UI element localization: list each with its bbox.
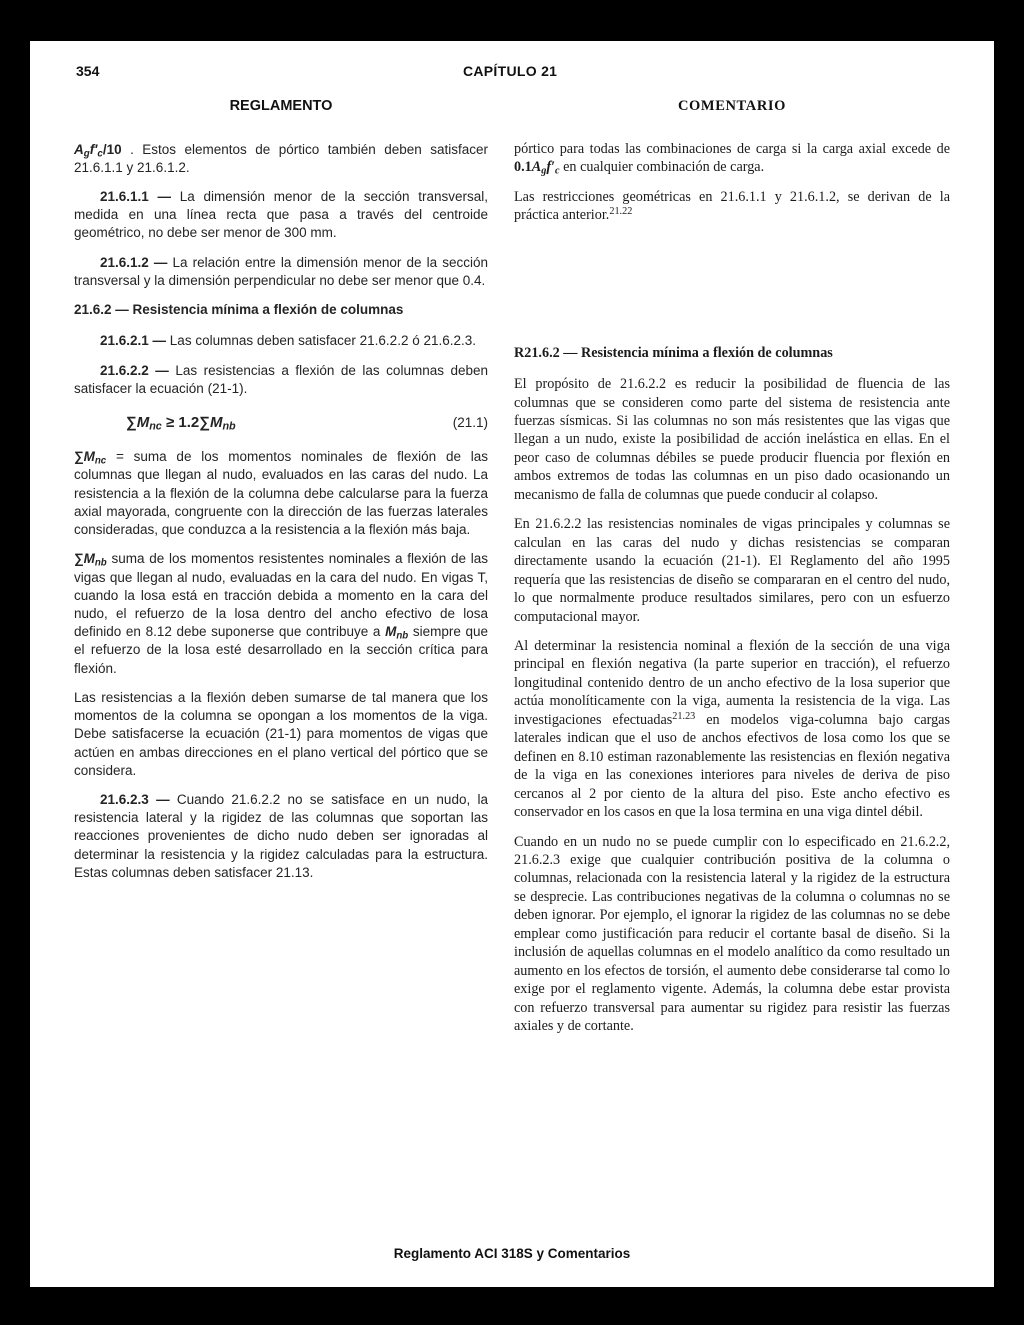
text-run: /10	[102, 141, 122, 157]
text-run: nb	[222, 420, 236, 433]
text-run: en modelos viga-columna bajo cargas laterales indican que el uso de anchos efectivos de losa como los que se definen en 8.10 estiman razonablemente las resistencias en flexión negativa de la viga en las conexiones interiores para niveles de deriva de piso cercanos al 2 por ciento de la altura del piso. Este ancho efectivo es conservador en los casos en que la losa termina en una viga dintel débil.	[514, 711, 950, 821]
paragraph	[514, 188, 950, 225]
text-run: Cuando 21.6.2.2 no se satisface en un nudo, la resistencia lateral y la rigidez de las columnas que soportan las reacciones provenientes de dicho nudo deben ser ignoradas al determinar la resistencia y la rigidez calculadas para la estructura. Estas columnas deben satisfacer 21.13.	[74, 791, 488, 880]
chapter-title: CAPÍTULO 21	[462, 63, 558, 79]
text-run: El propósito de 21.6.2.2 es reducir la posibilidad de fluencia de las columnas que se consideren como parte del sistema de resistencia ante fuerzas sísmicas. Si las columnas no son más resistentes que las vigas que llegan a un nudo, existe la posibilidad de acción inelástica en ellas. En el peor caso de columnas débiles se puede producir fluencia por flexión en ambos extremos de todas las columnas en un piso dado ocasionando un mecanismo de falla de columnas que puede conducir al colapso.	[514, 376, 950, 503]
text-run: nb	[396, 630, 409, 642]
paragraph	[74, 689, 488, 780]
text-run: . Estos elementos de pórtico también deben satisfacer 21.6.1.1 y 21.6.1.2.	[74, 141, 488, 175]
text-run: Cuando en un nudo no se puede cumplir con lo especificado en 21.6.2.2, 21.6.2.3 exige que cualquier contribución positiva de la columna o columnas, relacionada con la resistencia lateral y la rigidez de la estructura se desprecie. Las contribuciones negativas de la columna o columnas no se deben ignorar. Por ejemplo, el ignorar la rigidez de las columnas no se debe emplear como justificación para reducir el cortante basal de diseño. Si la inclusión de aquellas columnas en el modelo analítico da como resultado un aumento en los efectos de torsión, el aumento debe considerarse tal como lo exige por el reglamento vigente. Además, la columna debe estar provista con refuerzo transversal para aumentar su rigidez para resistir las fuerzas axiales y de cortante.	[514, 833, 950, 1035]
text-run: pórtico para todas las combinaciones de carga si la carga axial excede de	[514, 140, 950, 157]
paragraph	[514, 140, 950, 177]
text-run: R21.6.2 — Resistencia mínima a flexión de columnas	[514, 344, 833, 361]
page-footer: Reglamento ACI 318S y Comentarios	[393, 1246, 631, 1261]
text-run: A	[74, 141, 84, 157]
text-run: 21.6.1.2 —	[100, 254, 173, 270]
text-run: Las restricciones geométricas en 21.6.1.1 y 21.6.1.2, se derivan de la práctica anterior.	[514, 188, 950, 224]
text-run: suma de los momentos resistentes nominales a flexión de las vigas que llegan al nudo, evaluadas en la cara del nudo. En vigas T, cuando la losa está en tracción debida a momento en la cara del nudo, el refuerzo de la losa dentro del ancho efectivo de losa definido en 8.12 debe suponerse que contribuye a	[74, 551, 488, 640]
paragraph	[514, 637, 950, 822]
text-run: 21.6.2.1 —	[100, 333, 170, 349]
text-run: 21.6.1.1 —	[100, 189, 180, 204]
paragraph	[74, 791, 488, 882]
text-run: La relación entre la dimensión menor de la sección transversal y la dimensión perpendicular no debe ser menor que 0.4.	[74, 254, 488, 288]
text-run: 21.22	[609, 206, 633, 218]
page-header	[74, 63, 950, 83]
text-run: f′	[89, 141, 98, 157]
text-run: 21.6.2.2 —	[100, 362, 176, 378]
text-run: siempre que el refuerzo de la losa esté desarrollado en la sección crítica para flexión.	[74, 624, 488, 676]
text-run: g	[83, 147, 90, 159]
text-run: ∑	[126, 413, 137, 431]
section-heading	[514, 344, 950, 362]
comentario-column	[514, 97, 950, 1047]
text-run: M	[83, 449, 95, 465]
text-run: Las columnas deben satisfacer 21.6.2.2 ó 21.6.2.3.	[169, 333, 476, 349]
text-run: 0.1	[514, 159, 532, 176]
equation-body	[126, 413, 236, 433]
comentario-body	[514, 140, 950, 1036]
text-run: Al determinar la resistencia nominal a flexión de la sección de una viga principal en flexión negativa (la parte superior en tracción), el refuerzo longitudinal contenido dentro de un ancho efectivo de la losa superior que actúa monolíticamente con la viga, aumenta la resistencia de la viga. Las investigaciones efectuadas	[514, 638, 950, 728]
text-run: nc	[94, 455, 107, 467]
text-run: ∑	[74, 551, 84, 567]
paragraph	[74, 362, 488, 398]
paragraph	[514, 515, 950, 626]
text-run: c	[97, 147, 103, 159]
text-run: 21.6.2 — Resistencia mínima a flexión de columnas	[74, 302, 404, 318]
text-run: A	[531, 159, 542, 176]
comentario-heading: COMENTARIO	[677, 98, 787, 114]
text-run: M	[136, 413, 150, 431]
paragraph	[74, 254, 488, 290]
paragraph	[74, 188, 488, 243]
column-spacer	[514, 236, 950, 336]
paragraph	[514, 375, 950, 504]
reglamento-column	[74, 97, 488, 1047]
paragraph	[74, 141, 488, 177]
paragraph	[74, 448, 488, 539]
text-run: nb	[94, 557, 107, 569]
page-number: 354	[76, 63, 100, 79]
text-run: La dimensión menor de la sección transversal, medida en una línea recta que pasa a través del centroide geométrico, no debe ser menor de 300 mm.	[74, 189, 488, 241]
text-run: ∑	[74, 449, 84, 465]
equation-number: (21.1)	[452, 414, 488, 430]
text-run: 21.23	[672, 710, 696, 722]
text-run: = suma de los momentos nominales de flexión de las columnas que llegan al nudo, evaluados en las caras del nudo. La resistencia a la flexión de la columna debe calcularse para la fuerza axial mayorada, congruente con la dirección de las fuerzas laterales consideradas, que conduzca a la resistencia a la flexión más baja.	[74, 449, 488, 538]
document-page	[30, 41, 994, 1287]
text-run: M	[83, 551, 95, 567]
text-run: g	[541, 165, 547, 177]
text-run: Las resistencias a la flexión deben sumarse de tal manera que los momentos de la columna se opongan a los momentos de la viga. Debe satisfacerse la ecuación (21-1) para momentos de vigas que actúen en ambas direcciones en el plano vertical del pórtico que se considera.	[74, 689, 488, 778]
text-run: En 21.6.2.2 las resistencias nominales de vigas principales y columnas se calculan en las caras del nudo y dichas resistencias se comparan directamente usando la ecuación (21-1). El Reglamento del año 1995 requería que las resistencias de diseño se compararan en el centro del nudo, lo que normalmente produce resultados similares, pero con un esfuerzo computacional mayor.	[514, 516, 950, 625]
text-run: Las resistencias a flexión de las columnas deben satisfacer la ecuación (21-1).	[74, 362, 489, 396]
equation	[74, 413, 488, 433]
text-run: 21.6.2.3 —	[100, 791, 177, 807]
text-run: c	[555, 165, 560, 177]
reglamento-body	[74, 141, 488, 882]
paragraph	[74, 550, 488, 678]
text-run: M	[385, 624, 397, 640]
text-run: nc	[149, 420, 162, 433]
paragraph	[74, 332, 488, 350]
text-run: ∑	[199, 413, 210, 431]
text-run: M	[209, 413, 223, 431]
section-heading	[74, 301, 488, 319]
reglamento-heading: REGLAMENTO	[229, 98, 333, 114]
two-column-layout	[74, 97, 950, 1047]
text-run: f′	[546, 159, 556, 176]
paragraph	[514, 833, 950, 1036]
text-run: ≥ 1.2	[161, 413, 200, 431]
text-run: en cualquier combinación de carga.	[559, 159, 765, 176]
